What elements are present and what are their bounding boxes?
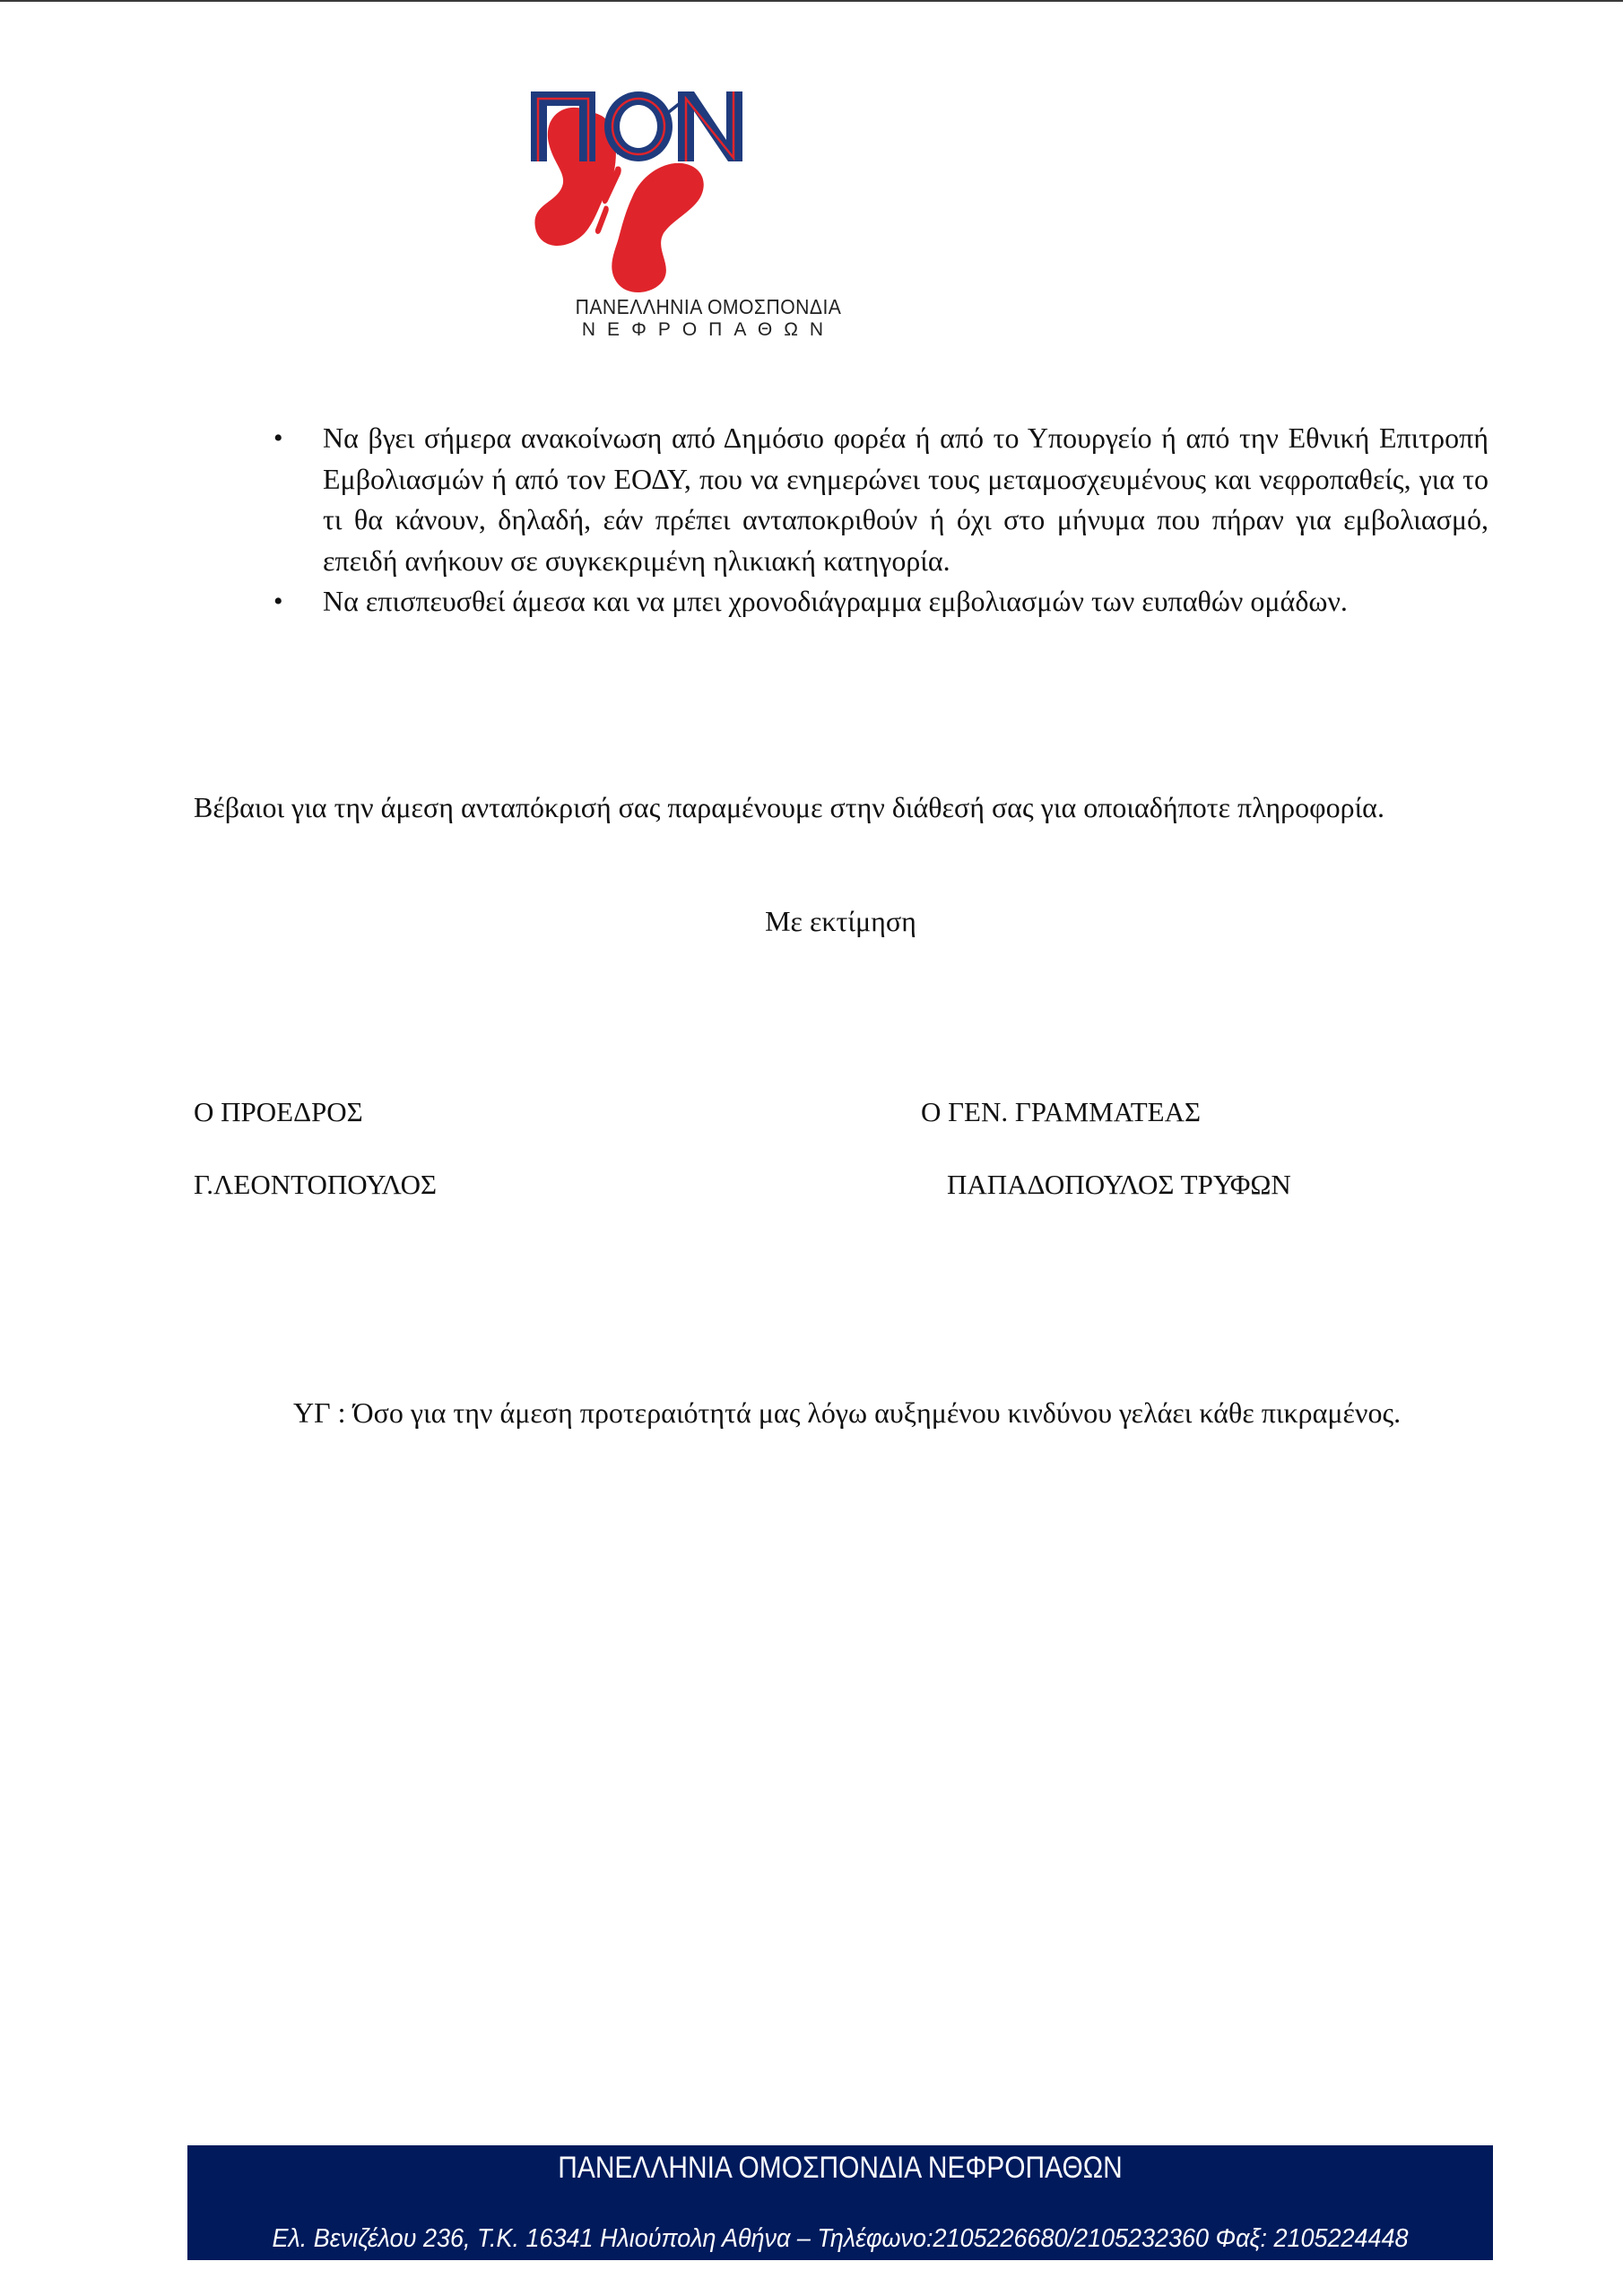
signature-right-title: Ο ΓΕΝ. ΓΡΑΜΜΑΤΕΑΣ [921,1096,1202,1127]
request-list [269,418,1488,622]
signature-left-title: Ο ΠΡΟΕΔΡΟΣ [194,1096,363,1127]
letterhead-footer [187,2145,1493,2260]
closing-salutation: Με εκτίμηση [765,905,916,937]
list-item-text: Να επισπευσθεί άμεσα και να μπει χρονοδιάγραμμα εμβολιασμών των ευπαθών ομάδων. [323,585,1348,617]
list-item [269,418,1488,581]
logo-wordmark [529,90,744,163]
organization-logo [529,90,888,350]
bullet-icon: • [273,587,283,616]
footer-title: ΠΑΝΕΛΛΗΝΙΑ ΟΜΟΣΠΟΝΔΙΑ ΝΕΦΡΟΠΑΘΩΝ [558,2151,1123,2185]
butterfly-right-wing [612,163,703,292]
signature-left-name: Γ.ΛΕΟΝΤΟΠΟΥΛΟΣ [194,1169,438,1200]
page-top-border [0,0,1623,2]
closing-paragraph: Βέβαιοι για την άμεση ανταπόκρισή σας παραμένουμε στην διάθεσή σας για οποιαδήποτε πληροφορία. [194,791,1384,823]
signature-right-name: ΠΑΠΑΔΟΠΟΥΛΟΣ ΤΡΥΦΩΝ [947,1169,1291,1200]
logo-subtitle-line2: ΝΕΦΡΟΠΑΘΩΝ [581,319,836,340]
list-item [269,581,1488,622]
footer-address: Ελ. Βενιζέλου 236, Τ.Κ. 16341 Ηλιούπολη Αθήνα – Τηλέφωνο:2105226680/2105232360 Φαξ: 2105224448 [272,2224,1409,2253]
list-item-text: Να βγει σήμερα ανακοίνωση από Δημόσιο φορέα ή από το Υπουργείο ή από την Εθνική Επιτροπή Εμβολιασμών ή από τον ΕΟΔΥ, που να ενημερώνει τους μεταμοσχευμένους και νεφροπαθείς, για το τι θα κάνουν, δηλαδή, εάν πρέπει ανταποκριθούν ή όχι στο μήνυμα που πήραν για εμβολιασμό, επειδή ανήκουν σε συγκεκριμένη ηλικιακή κατηγορία. [323,422,1488,577]
postscript: ΥΓ : Όσο για την άμεση προτεραιότητά μας λόγω αυξημένου κινδύνου γελάει κάθε πικραμένος. [293,1396,1402,1429]
logo-subtitle-line1: ΠΑΝΕΛΛΗΝΙΑ ΟΜΟΣΠΟΝΔΙΑ [575,295,842,318]
bullet-icon: • [273,423,283,453]
